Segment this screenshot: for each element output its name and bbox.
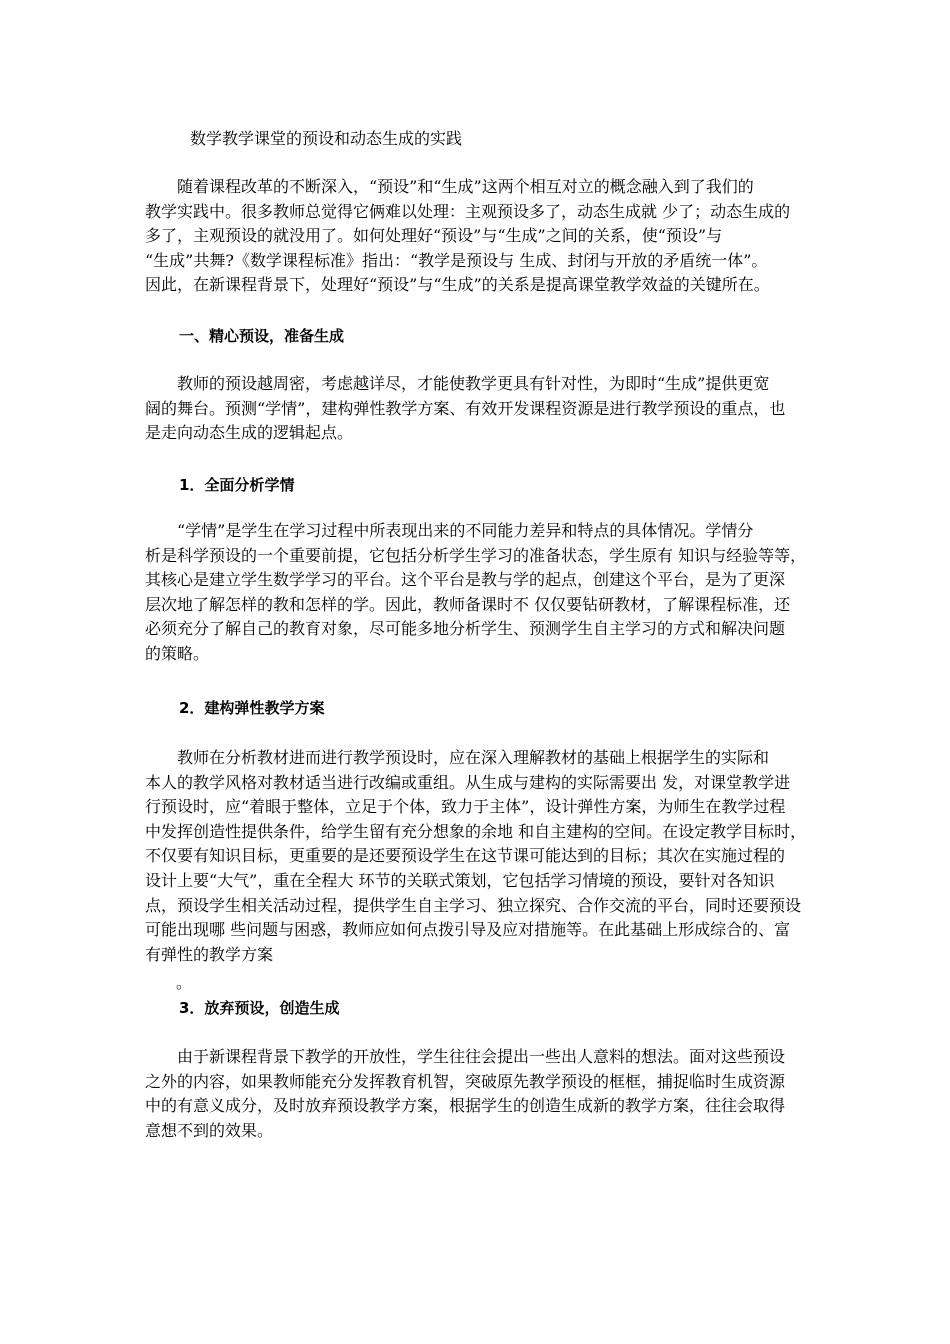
- paragraph-line: 因此，在新课程背景下，处理好“预设”与“生成”的关系是提高课堂教学效益的关键所在。: [145, 275, 770, 295]
- paragraph-line: “生成”共舞?《数学课程标准》指出：“教学是预设与 生成、封闭与开放的矛盾统一体”。: [145, 250, 768, 270]
- paragraph-line: 行预设时，应“着眼于整体，立足于个体，致力于主体”，设计弹性方案，为师生在教学过程: [145, 797, 786, 817]
- paragraph-line: 必须充分了解自己的教育对象，尽可能多地分析学生、预测学生自主学习的方式和解决问题: [145, 619, 786, 639]
- paragraph-line: 随着课程改革的不断深入，“预设”和“生成”这两个相互对立的概念融入到了我们的: [145, 177, 754, 196]
- paragraph-line: 有弹性的教学方案: [145, 944, 274, 964]
- paragraph-line: 层次地了解怎样的教和怎样的学。因此，教师备课时不 仅仅要钻研教材，了解课程标准，还: [145, 594, 791, 614]
- intro-paragraph: [145, 175, 813, 298]
- paragraph-line: 设计上要“大气”，重在全程大 环节的关联式策划，它包括学习情境的预设，要针对各知识: [145, 870, 775, 890]
- paragraph-line: 可能出现哪 些问题与困惑，教师应如何点拨引导及应对措施等。在此基础上形成综合的、富: [145, 920, 791, 940]
- stray-period-mark: 。: [176, 973, 193, 992]
- paragraph-line: 析是科学预设的一个重要前提，它包括分析学生学习的准备状态，学生原有 知识与经验等等，: [145, 545, 807, 565]
- document-title: 数学教学课堂的预设和动态生成的实践: [190, 129, 463, 148]
- paragraph-line: 教师的预设越周密，考虑越详尽，才能使教学更具有针对性，为即时“生成”提供更宽: [145, 374, 770, 393]
- sub1-paragraph: [145, 519, 813, 667]
- paragraph-line: 意想不到的效果。: [145, 1120, 274, 1140]
- paragraph-line: 是走向动态生成的逻辑起点。: [145, 423, 354, 443]
- paragraph-line: 阔的舞台。预测“学情”，建构弹性教学方案、有效开发课程资源是进行教学预设的重点，也: [145, 398, 786, 418]
- paragraph-line: 的策略。: [145, 643, 210, 663]
- paragraph-line: 点，预设学生相关活动过程，提供学生自主学习、独立探究、合作交流的平台，同时还要预设: [145, 895, 802, 915]
- subsection-heading-3: 3．放弃预设，创造生成: [179, 999, 340, 1017]
- section-heading-1: 一、精心预设，准备生成: [179, 327, 345, 345]
- paragraph-line: 不仅要有知识目标，更重要的是还要预设学生在这节课可能达到的目标；其次在实施过程的: [145, 846, 786, 866]
- paragraph-line: 其核心是建立学生数学学习的平台。这个平台是教与学的起点，创建这个平台，是为了更深: [145, 570, 786, 590]
- sub2-paragraph: [145, 746, 813, 967]
- paragraph-line: “学情”是学生在学习过程中所表现出来的不同能力差异和特点的具体情况。学情分: [145, 521, 754, 540]
- paragraph-line: 本人的教学风格对教材适当进行改编或重组。从生成与建构的实际需要出 发，对课堂教学进: [145, 772, 791, 792]
- paragraph-line: 多了，主观预设的就没用了。如何处理好“预设”与“生成”之间的关系，使“预设”与: [145, 226, 723, 246]
- sub3-paragraph: [145, 1045, 813, 1143]
- subsection-heading-1: 1．全面分析学情: [179, 476, 295, 494]
- section1-paragraph: [145, 372, 813, 446]
- paragraph-line: 中发挥创造性提供条件，给学生留有充分想象的余地 和自主建构的空间。在设定教学目标时，: [145, 821, 807, 841]
- subsection-heading-2: 2．建构弹性教学方案: [179, 699, 325, 717]
- paragraph-line: 教师在分析教材进而进行教学预设时，应在深入理解教材的基础上根据学生的实际和: [145, 748, 770, 767]
- paragraph-line: 之外的内容，如果教师能充分发挥教育机智，突破原先教学预设的框框，捕捉临时生成资源: [145, 1071, 786, 1091]
- paragraph-line: 由于新课程背景下教学的开放性，学生往往会提出一些出人意料的想法。面对这些预设: [145, 1047, 786, 1066]
- paragraph-line: 教学实践中。很多教师总觉得它俩难以处理：主观预设多了，动态生成就 少了；动态生成的: [145, 201, 791, 221]
- paragraph-line: 中的有意义成分，及时放弃预设教学方案，根据学生的创造生成新的教学方案，往往会取得: [145, 1096, 786, 1116]
